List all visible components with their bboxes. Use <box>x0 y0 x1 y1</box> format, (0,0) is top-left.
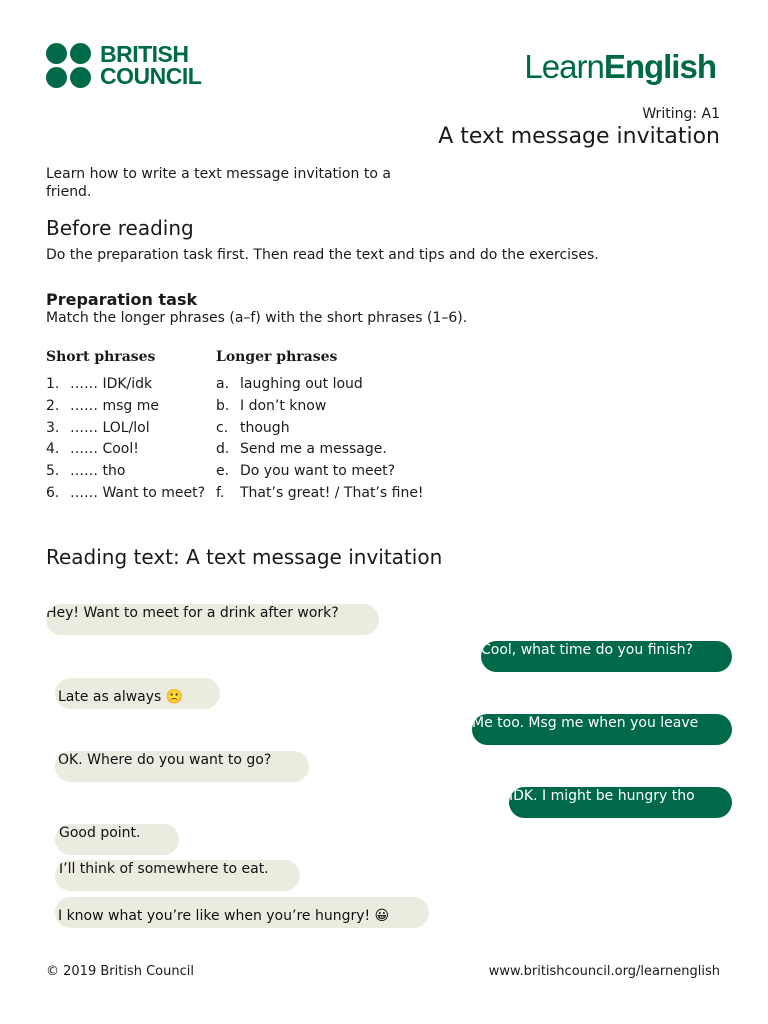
chat-bubble-received: I’ll think of somewhere to eat. <box>55 860 300 891</box>
chat-bubble-sent: Me too. Msg me when you leave <box>472 714 732 745</box>
logo-english: English <box>603 48 716 85</box>
list-item: 4. …… Cool! <box>46 441 139 458</box>
brand-line-1: BRITISH <box>100 41 189 67</box>
reading-heading: Reading text: A text message invitation <box>46 545 443 569</box>
list-item: c. though <box>216 419 290 436</box>
logo-learn: Learn <box>524 48 604 85</box>
chat-bubble-received: Hey! Want to meet for a drink after work? <box>46 604 379 635</box>
list-item: 1. …… IDK/idk <box>46 376 153 392</box>
list-item: 5. …… tho <box>46 463 126 480</box>
list-item: d. Send me a message. <box>216 441 387 458</box>
chat-bubble-sent: Cool, what time do you finish? <box>481 641 732 672</box>
learnenglish-logo <box>524 48 716 86</box>
chat-bubble-received: I know what you’re like when you’re hungry! 😀 <box>55 897 429 928</box>
before-reading-heading: Before reading <box>46 216 194 240</box>
preparation-heading: Preparation task <box>46 290 198 309</box>
chat-bubble-received: Good point. <box>55 824 179 855</box>
intro-text: Learn how to write a text message invitation to a friend. <box>46 166 391 200</box>
copyright: © 2019 British Council <box>46 964 194 979</box>
british-council-wordmark <box>100 43 201 87</box>
preparation-instructions: Match the longer phrases (a–f) with the short phrases (1–6). <box>46 310 468 326</box>
british-council-logo <box>46 43 216 89</box>
list-item: 2. …… msg me <box>46 397 159 414</box>
page-title: A text message invitation <box>438 124 720 149</box>
longer-phrases-list <box>216 374 424 505</box>
brand-line-2: COUNCIL <box>100 63 202 89</box>
short-phrases-list <box>46 374 205 505</box>
chat-bubble-sent: IDK. I might be hungry tho <box>509 787 732 818</box>
british-council-dots-icon <box>46 43 92 89</box>
list-item: f. That’s great! / That’s fine! <box>216 484 424 501</box>
short-phrases-header: Short phrases <box>46 349 156 365</box>
list-item: e. Do you want to meet? <box>216 463 396 480</box>
chat-bubble-received: OK. Where do you want to go? <box>55 751 309 782</box>
list-item: a. laughing out loud <box>216 376 363 392</box>
level-label: Writing: A1 <box>642 106 720 122</box>
longer-phrases-header: Longer phrases <box>216 349 338 365</box>
chat-bubble-received: Late as always 🙁 <box>55 678 220 709</box>
before-reading-text: Do the preparation task first. Then read the text and tips and do the exercises. <box>46 247 599 263</box>
footer-url: www.britishcouncil.org/learnenglish <box>488 964 720 979</box>
list-item: 6. …… Want to meet? <box>46 484 206 501</box>
list-item: 3. …… LOL/lol <box>46 419 150 436</box>
list-item: b. I don’t know <box>216 397 327 414</box>
